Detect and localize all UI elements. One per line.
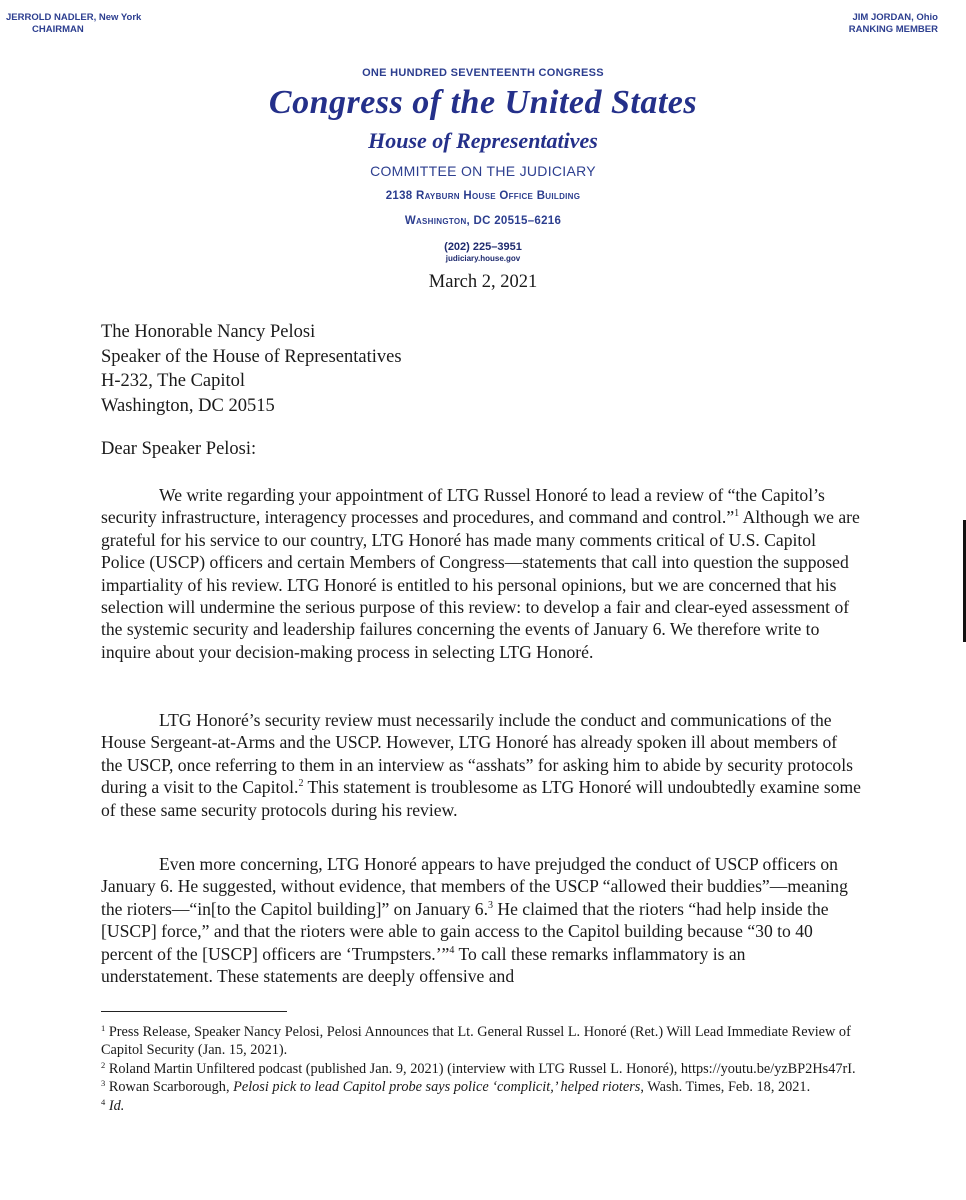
footnote-1	[101, 1024, 861, 1060]
footnote-text: Rowan Scarborough,	[105, 1079, 234, 1096]
paragraph-text: He claimed that the rioters “had help inside the [USCP] force,” and that the rioters were able to gain access to the Capitol building because “30 to 40 percent of the [USCP] officers are ‘Trumpsters.’”	[101, 898, 829, 964]
footnote-text: Id.	[105, 1098, 125, 1115]
footnote-number: 2	[101, 1059, 106, 1070]
body-paragraph-1	[101, 484, 861, 663]
chairman-block	[6, 12, 141, 36]
footnote-divider	[101, 1011, 287, 1012]
letterhead-title: Congress of the United States	[268, 84, 698, 121]
paragraph-text: Although we are grateful for his service to our country, LTG Honoré has made many comments critical of U.S. Capitol Police (USCP) officers and certain Members of Congress—statements that call into question the supposed impartiality of his review. LTG Honoré is entitled to his personal opinions, but we are concerned that his selection will undermine the serious purpose of this review: to develop a fair and clear-eyed assessment of the systemic security and leadership failures concerning the events of January 6. We therefore write to inquire about your decision-making process in selecting LTG Honoré.	[101, 507, 860, 662]
chairman-name: JERROLD NADLER, New York	[6, 12, 142, 23]
paragraph-text: Even more concerning, LTG Honoré appears to have prejudged the conduct of USCP officers on January 6. He suggested, without evidence, that members of the USCP “allowed their buddies”—meaning the rioters—“in[to the Capitol building]” on January 6.	[101, 854, 848, 919]
ranking-member-title: RANKING MEMBER	[848, 24, 938, 35]
body-paragraph-3	[101, 853, 861, 987]
recipient-line: H-232, The Capitol	[101, 371, 246, 391]
paragraph-text: We write regarding your appointment of LTG Russel Honoré to lead a review of “the Capitol’s security infrastructure, interagency processes and procedures, and command and control.”	[101, 485, 825, 528]
paragraph-text: LTG Honoré’s security review must necessarily include the conduct and communications of the House Sergeant-at-Arms and the USCP. However, LTG Honoré has already spoken ill about members of the USCP, once referring to them in an interview as “asshats” for asking him to abide by security protocols during a visit to the Capitol.	[101, 710, 853, 798]
recipient-line: Washington, DC 20515	[101, 395, 275, 416]
body-paragraph-2	[101, 709, 861, 821]
footnote-ref: 3	[487, 899, 493, 911]
salutation: Dear Speaker Pelosi:	[101, 439, 257, 459]
ranking-member-block	[849, 12, 938, 36]
recipient-line: The Honorable Nancy Pelosi	[101, 322, 316, 342]
phone-number: (202) 225–3951	[444, 241, 522, 253]
paragraph-text: This statement is troublesome as LTG Honoré will undoubtedly examine some of these same security protocols during his review.	[101, 777, 861, 820]
footnotes	[101, 1024, 861, 1117]
address-line-1: 2138 Rayburn House Office Building	[385, 190, 581, 202]
recipient-address	[101, 320, 861, 418]
letter-date: March 2, 2021	[428, 272, 538, 292]
footnote-number: 1	[101, 1023, 106, 1033]
footnote-4	[101, 1098, 861, 1116]
letterhead-house: House of Representatives	[368, 128, 598, 153]
footnote-ref: 2	[298, 778, 304, 790]
footnote-number: 4	[101, 1097, 106, 1108]
footnote-text: Roland Martin Unfiltered podcast (published Jan. 9, 2021) (interview with LTG Russel L. Honoré), https://youtu.be/yzBP2Hs47rI.	[105, 1060, 856, 1077]
footnote-number: 3	[101, 1078, 106, 1089]
ranking-member-name: JIM JORDAN, Ohio	[852, 12, 938, 23]
footnote-text: , Wash. Times, Feb. 18, 2021.	[640, 1079, 811, 1096]
website: judiciary.house.gov	[445, 254, 521, 263]
committee-name: COMMITTEE ON THE JUDICIARY	[370, 163, 596, 179]
footnote-ref: 1	[734, 508, 740, 520]
chairman-title: CHAIRMAN	[32, 24, 84, 35]
congress-number: ONE HUNDRED SEVENTEENTH CONGRESS	[362, 67, 604, 79]
footnote-text: Press Release, Speaker Nancy Pelosi, Pelosi Announces that Lt. General Russel L. Honoré (Ret.) Will Lead Immediate Review of Capitol Security (Jan. 15, 2021).	[101, 1024, 851, 1058]
footnote-ref: 4	[449, 944, 455, 956]
paragraph-text: To call these remarks inflammatory is an understatement. These statements are deeply offensive and	[101, 943, 746, 987]
footnote-2	[101, 1061, 861, 1079]
footnote-3	[101, 1079, 861, 1097]
address-line-2: Washington, DC 20515–6216	[404, 215, 562, 227]
footnote-article-title: Pelosi pick to lead Capitol probe says police ‘complicit,’ helped rioters	[233, 1079, 641, 1096]
recipient-line: Speaker of the House of Representatives	[101, 346, 402, 367]
